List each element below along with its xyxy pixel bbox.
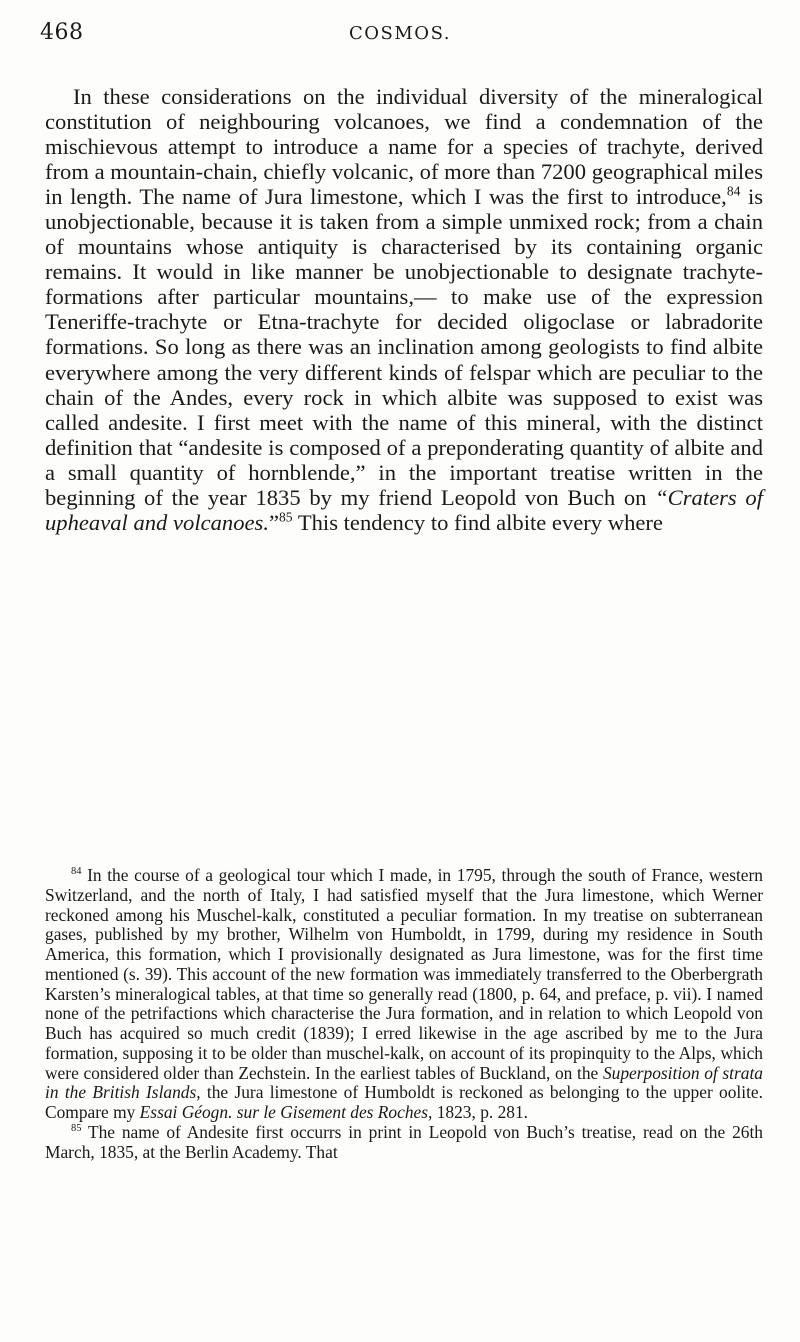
main-text-part-3: ” (269, 509, 280, 535)
running-head: COSMOS. (349, 23, 451, 44)
main-text-part-1: In these considerations on the individual diversity of the mineralogical constitution of neighbouring volcanoes, we find a condemnation of the mischievous attempt to introduce a name for a species of trachyte, derived from a mountain-chain, chiefly volcanic, of more than 7200 geographical miles in length. The name of Jura limestone, which I was the first to introduce, (45, 84, 763, 210)
footnote-84-title-2: Essai Géogn. sur le Gisement des Roches, (139, 1102, 433, 1122)
footnote-84-text-a: In the course of a geological tour which I made, in 1795, through the south of France, western Switzerland, and the north of Italy, I had satisfied myself that the Jura limestone, which Werner reckoned among his Muschel-kalk, constituted a peculiar formation. In my treatise on subterranean gases, published by my brother, Wilhelm von Humboldt, in 1799, during my residence in South America, this formation, which I provisionally designated as Jura limestone, was for the first time mentioned (s. 39). This account of the new formation was immediately transferred to the Oberbergrath Karsten’s mineralogical tables, at that time so generally read (1800, p. 64, and preface, p. vii). I named none of the petrifactions which characterise the Jura formation, and in relation to which Leopold von Buch has acquired so much credit (1839); I erred likewise in the age ascribed by me to the Jura formation, supposing it to be older than muschel-kalk, on account of its propinquity to the Alps, which were considered older than Zechstein. In the earliest tables of Buckland, on the (45, 865, 763, 1083)
footnote-85-text: The name of Andesite first occurrs in print in Leopold von Buch’s treatise, read on the 26th March, 1835, at the Berlin Academy. That (45, 1121, 763, 1162)
main-text-part-4: This tendency to find albite every where (292, 509, 663, 535)
footnote-84-text-c: 1823, p. 281. (432, 1102, 529, 1122)
footnote-marker-84: 84 (71, 866, 82, 878)
cited-title: “Craters of upheaval and volcanoes. (45, 484, 763, 535)
footnote-85 (45, 1123, 763, 1163)
footnote-ref-85: 85 (279, 509, 293, 525)
footnote-marker-85: 85 (71, 1122, 82, 1134)
footnotes (45, 866, 763, 1162)
page-header (40, 20, 760, 50)
footnote-84 (45, 866, 763, 1123)
main-paragraph (45, 84, 763, 535)
footnote-84-title-1: Superposition of strata in the British Islands, (45, 1062, 763, 1103)
page-number: 468 (40, 20, 84, 45)
footnote-ref-84: 84 (726, 183, 741, 199)
main-text-part-2: is unobjectionable, because it is taken from a simple unmixed rock; from a chain of mountains whose antiquity is characterised by its containing organic remains. It would in like manner be unobjectionable to designate trachyte-formations after particular mountains,— to make use of the expression Teneriffe-trachyte or Etna-trachyte for decided oligoclase or labradorite formations. So long as there was an inclination among geologists to find albite everywhere among the very different kinds of felspar which are peculiar to the chain of the Andes, every rock in which albite was supposed to exist was called andesite. I first meet with the name of this mineral, with the distinct definition that “andesite is composed of a preponderating quantity of albite and a small quantity of hornblende,” in the important treatise written in the beginning of the year 1835 by my friend Leopold von Buch on (45, 184, 764, 510)
footnote-84-text-b: the Jura limestone of Humboldt is reckoned as belonging to the upper oolite. Compare my (45, 1082, 763, 1122)
